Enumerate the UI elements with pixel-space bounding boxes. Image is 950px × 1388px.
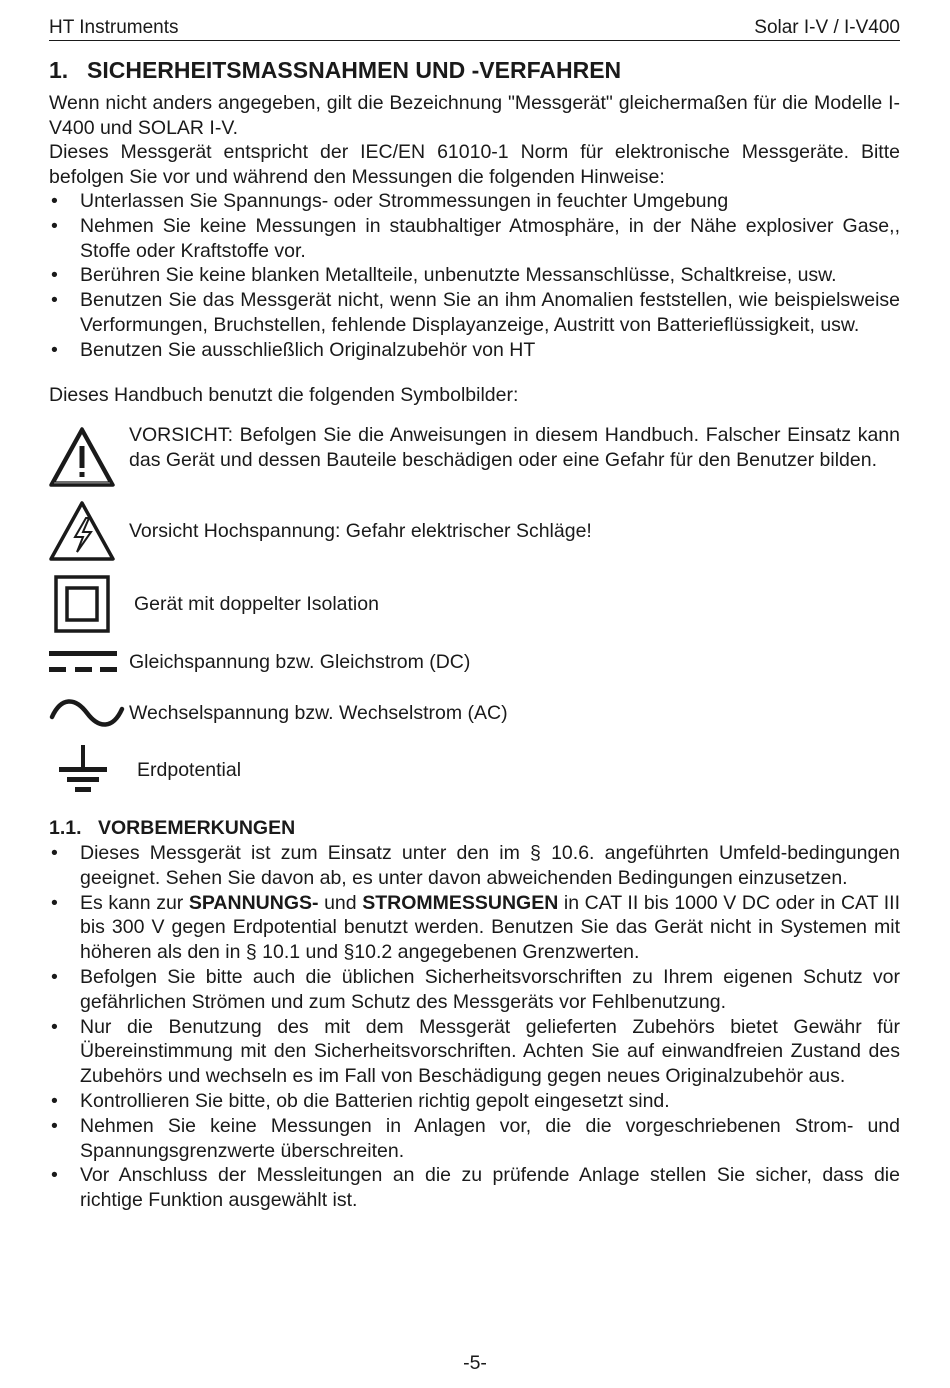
intro-paragraph-2: Dieses Messgerät entspricht der IEC/EN 61010-1 Norm für elektronische Messgeräte. Bitte befolgen Sie vor und während den Messungen die folgenden Hinweise: — [49, 141, 900, 188]
intro-paragraph-1: Wenn nicht anders angegeben, gilt die Bezeichnung "Messgerät" gleichermaßen für die Modelle I-V400 und SOLAR I-V. — [49, 92, 900, 139]
list-item: • Benutzen Sie ausschließlich Originalzubehör von HT — [51, 338, 536, 361]
page-number: -5- — [463, 1352, 487, 1374]
symbol-text: Vorsicht Hochspannung: Gefahr elektrischer Schläge! — [129, 519, 592, 542]
symbol-row-high-voltage — [49, 501, 900, 561]
list-item: • Berühren Sie keine blanken Metallteile, unbenutzte Messanschlüsse, Schaltkreise, usw. — [51, 264, 837, 287]
preliminary-notes-list — [49, 841, 900, 1213]
page-header — [49, 16, 900, 41]
symbol-row-warning — [49, 423, 900, 487]
list-item: • Vor Anschluss der Messleitungen an die zu prüfende Anlage stellen Sie sicher, dass die richtige Funktion ausgewählt ist. — [51, 1164, 900, 1212]
intro — [49, 91, 900, 189]
list-item: • Dieses Messgerät ist zum Einsatz unter den im § 10.6. angeführten Umfeld-bedingungen geeignet. Sehen Sie davon ab, es unter davon abweichenden Bedingungen einzusetzen. — [51, 842, 900, 889]
subsection-number: 1.1. — [49, 817, 82, 840]
symbol-text: Erdpotential — [137, 758, 242, 781]
symbol-text: Gleichspannung bzw. Gleichstrom (DC) — [129, 650, 471, 673]
document-page — [49, 16, 900, 1213]
symbol-text: Gerät mit doppelter Isolation — [134, 592, 379, 615]
dc-icon — [49, 649, 129, 675]
section-number: 1. — [49, 57, 69, 83]
high-voltage-icon — [49, 501, 129, 561]
list-item: • Befolgen Sie bitte auch die üblichen Sicherheitsvorschriften zu Ihrem eigenen Schutz vor gefährlichen Strömen und zum Schutz des Messgeräts vor Fehlbenutzung. — [51, 966, 900, 1013]
list-item: • Nehmen Sie keine Messungen in staubhaltiger Atmosphäre, in der Nähe explosiver Gase,, Stoffe oder Kraftstoffe vor. — [51, 214, 900, 262]
symbol-row-dc — [49, 649, 900, 675]
list-item: • Kontrollieren Sie bitte, ob die Batterien richtig gepolt eingesetzt sind. — [51, 1090, 670, 1113]
symbol-row-ground — [49, 745, 900, 795]
ground-icon — [49, 745, 137, 795]
symbol-text: Wechselspannung bzw. Wechselstrom (AC) — [129, 701, 508, 724]
section-title — [49, 55, 900, 85]
symbol-row-double-insulation — [49, 575, 900, 633]
symbol-text: VORSICHT: Befolgen Sie die Anweisungen in diesem Handbuch. Falscher Einsatz kann das Gerät und dessen Bauteile beschädigen oder eine Gefahr für den Benutzer bilden. — [129, 424, 900, 471]
ac-icon — [49, 695, 129, 731]
symbol-row-ac — [49, 695, 900, 731]
header-left: HT Instruments — [49, 17, 179, 38]
list-item: • Es kann zur SPANNUNGS- und STROMMESSUNGEN in CAT II bis 1000 V DC oder in CAT III bis 300 V gegen Erdpotential benutzt werden. Benutzen Sie das Gerät nicht in Systemen mit höheren als den in § 10.1 und §10.2 angegebenen Grenzwerten. — [51, 891, 900, 964]
subsection-title-text: VORBEMERKUNGEN — [98, 817, 296, 840]
list-item: • Benutzen Sie das Messgerät nicht, wenn Sie an ihm Anomalien feststellen, wie beispielsweise Verformungen, Bruchstellen, fehlende Displayanzeige, Austritt von Batterieflüssigkeit, usw. — [51, 289, 900, 336]
warning-list — [49, 189, 900, 363]
list-item: • Nehmen Sie keine Messungen in Anlagen vor, die die vorgeschriebenen Strom- und Spannungsgrenzwerte überschreiten. — [51, 1114, 900, 1162]
symbol-legend — [49, 423, 900, 795]
symbols-intro: Dieses Handbuch benutzt die folgenden Symbolbilder: — [49, 383, 519, 406]
subsection-title — [49, 815, 900, 841]
header-right: Solar I-V / I-V400 — [754, 17, 900, 38]
double-insulation-icon — [49, 575, 134, 633]
section-title-text: SICHERHEITSMASSNAHMEN UND -VERFAHREN — [87, 57, 622, 83]
list-item: • Nur die Benutzung des mit dem Messgerät gelieferten Zubehörs bietet Gewähr für Übereinstimmung mit den Sicherheitsvorschriften. Achten Sie auf einwandfreien Zustand des Zubehörs und wechseln es im Fall von Beschädigung gegen neues Originalzubehör aus. — [51, 1015, 900, 1088]
list-item: • Unterlassen Sie Spannungs- oder Strommessungen in feuchter Umgebung — [51, 190, 729, 212]
warning-triangle-icon — [49, 423, 129, 487]
